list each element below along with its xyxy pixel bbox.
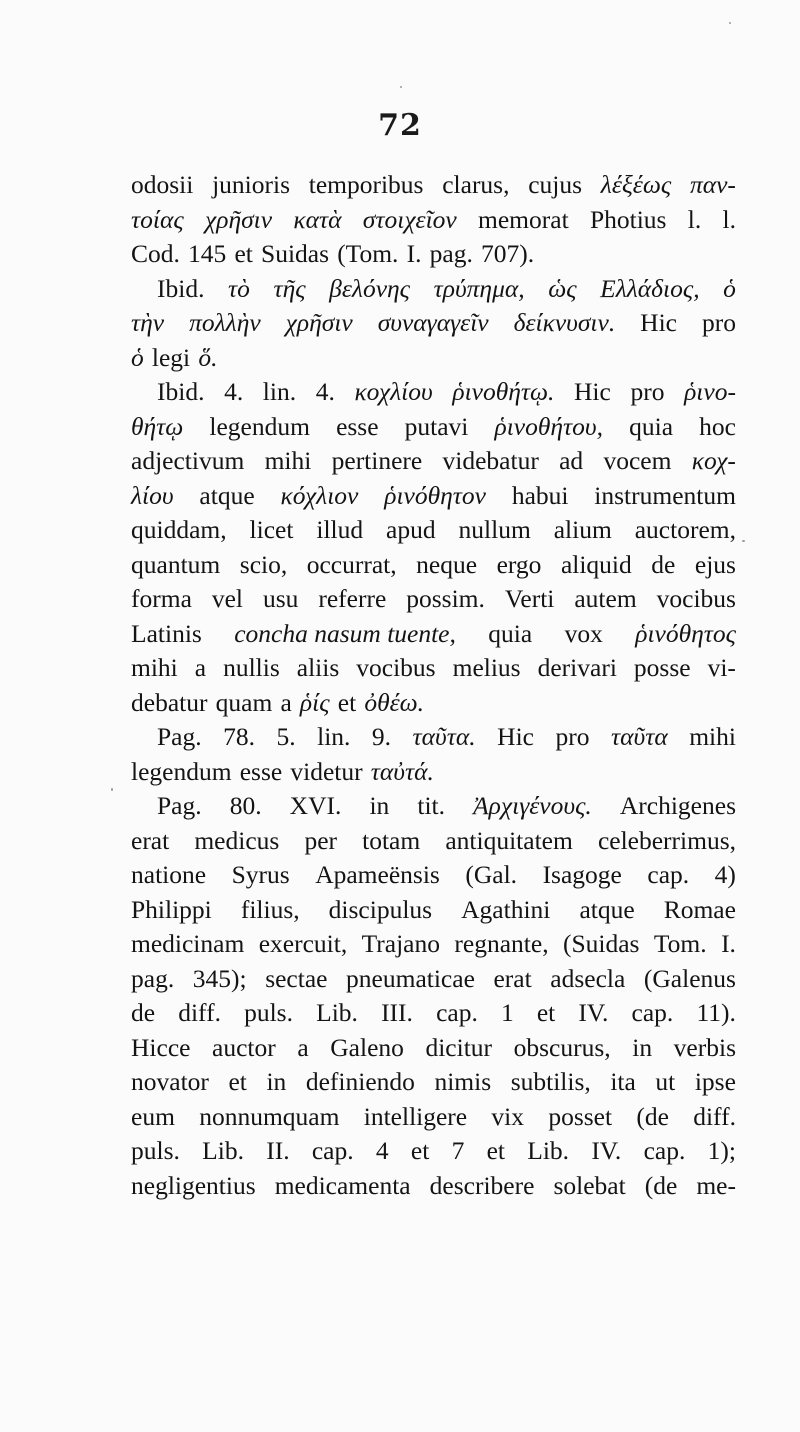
word: medicamenta bbox=[274, 1170, 411, 1200]
greek-word: ὁ bbox=[723, 273, 736, 303]
word: puls. bbox=[244, 998, 293, 1027]
word: (Galenus bbox=[643, 963, 736, 993]
word: Ibid. bbox=[157, 273, 205, 303]
text-line bbox=[131, 1031, 736, 1066]
word: Romae bbox=[663, 894, 736, 924]
word: posset bbox=[548, 1101, 613, 1131]
word: IV. bbox=[578, 998, 609, 1027]
text-line bbox=[131, 686, 736, 721]
word: videbatur bbox=[442, 446, 539, 475]
word: obscurus, bbox=[513, 1032, 611, 1062]
word: l. bbox=[722, 204, 736, 234]
word: debatur bbox=[131, 687, 208, 717]
word: a bbox=[194, 653, 207, 682]
scan-speck bbox=[111, 788, 113, 791]
word: cap. bbox=[647, 860, 690, 889]
word: medicinam bbox=[131, 929, 245, 958]
greek-word: ῥίς bbox=[299, 687, 330, 717]
word: me- bbox=[696, 1170, 736, 1200]
greek-word: λέξέως bbox=[600, 170, 672, 199]
word: ut bbox=[655, 1067, 676, 1096]
word: subtilis, bbox=[510, 1067, 591, 1096]
word: tit. bbox=[417, 791, 445, 820]
greek-word: ῥινοθήτου, bbox=[494, 411, 604, 441]
greek-word: τὴν bbox=[131, 308, 165, 337]
word: vix bbox=[491, 1101, 525, 1131]
word: solebat bbox=[553, 1170, 626, 1200]
word: pro bbox=[701, 308, 736, 337]
word: apud bbox=[386, 515, 436, 544]
word: referre bbox=[318, 584, 387, 613]
word: (Gal. bbox=[465, 860, 518, 889]
word: filius, bbox=[240, 894, 300, 924]
word: 4 bbox=[375, 1136, 389, 1165]
word: melius bbox=[452, 653, 521, 682]
greek-word: στοιχεῖον bbox=[362, 204, 457, 234]
text-line bbox=[131, 893, 736, 928]
word: Cod. bbox=[131, 239, 180, 268]
greek-word: ὡς bbox=[548, 273, 577, 303]
word: cap. bbox=[643, 1136, 686, 1165]
greek-word: ταὐτά. bbox=[370, 756, 434, 786]
word: ad bbox=[559, 446, 584, 475]
word: pag. bbox=[429, 239, 473, 268]
word: atque bbox=[199, 480, 255, 510]
word: medicus bbox=[194, 825, 280, 855]
word: erat bbox=[493, 963, 532, 993]
word: nimis bbox=[434, 1067, 492, 1096]
word: 4. bbox=[224, 377, 244, 406]
word: Lib. bbox=[202, 1136, 244, 1165]
word: per bbox=[304, 825, 338, 855]
word: 4) bbox=[714, 860, 736, 889]
word: Isagoge bbox=[542, 860, 622, 889]
word: 1 bbox=[500, 998, 514, 1027]
word: derivari bbox=[537, 653, 617, 682]
word: describere bbox=[429, 1170, 535, 1200]
text-line bbox=[131, 617, 736, 652]
word: legendum bbox=[209, 411, 310, 441]
text-line bbox=[131, 237, 736, 272]
word: (Suidas bbox=[562, 929, 640, 958]
text-line bbox=[131, 1169, 736, 1204]
word: temporibus bbox=[308, 170, 424, 199]
greek-word: ῥινοθήτῳ. bbox=[452, 377, 555, 406]
word: licet bbox=[249, 515, 294, 544]
greek-word: Ελλάδιος, bbox=[600, 273, 700, 303]
word: alium bbox=[553, 515, 612, 544]
word: Verti bbox=[504, 584, 555, 613]
greek-word: ῥινόθητος bbox=[635, 618, 736, 648]
scan-speck bbox=[400, 86, 402, 88]
word: instrumentum bbox=[594, 480, 736, 510]
word: atque bbox=[579, 894, 635, 924]
italic-phrase: concha nasum tuente, bbox=[234, 618, 456, 648]
word: nullis bbox=[223, 653, 280, 682]
word: legi bbox=[151, 342, 191, 372]
word: negligentius bbox=[131, 1170, 256, 1200]
word: illud bbox=[316, 515, 364, 544]
word: I. bbox=[721, 929, 736, 958]
word: Trajano bbox=[361, 929, 441, 958]
word: autem bbox=[574, 584, 637, 613]
word: novator bbox=[131, 1067, 209, 1096]
greek-word: δείκνυσιν. bbox=[513, 308, 616, 337]
greek-word: κοχλίου bbox=[354, 377, 433, 406]
word: pag. bbox=[131, 963, 175, 993]
word: Apameënsis bbox=[315, 860, 440, 889]
word: 1); bbox=[707, 1136, 736, 1165]
word: eum bbox=[131, 1101, 175, 1131]
word: vi- bbox=[707, 653, 736, 682]
word: esse bbox=[336, 411, 379, 441]
greek-word: πολλὴν bbox=[189, 308, 261, 337]
text-line bbox=[131, 306, 736, 341]
word: Pag. bbox=[157, 722, 202, 751]
word: 78. bbox=[223, 722, 255, 751]
greek-word: κόχλιον bbox=[280, 480, 359, 510]
greek-word: ὅ. bbox=[198, 342, 218, 372]
word: Suidas bbox=[261, 239, 330, 268]
word: discipulus bbox=[328, 894, 433, 924]
word: regnante, bbox=[454, 929, 549, 958]
word: Photius bbox=[589, 204, 667, 234]
word: 707). bbox=[480, 239, 535, 268]
text-line bbox=[131, 858, 736, 893]
word: puls. bbox=[131, 1136, 180, 1165]
word: mihi bbox=[264, 446, 312, 475]
word: Agathini bbox=[461, 894, 551, 924]
word: cap. bbox=[631, 998, 674, 1027]
word: Hicce bbox=[131, 1032, 191, 1062]
word: putavi bbox=[404, 411, 469, 441]
word: dicitur bbox=[425, 1032, 493, 1062]
word: pro bbox=[630, 377, 665, 406]
word: verbis bbox=[673, 1032, 736, 1062]
word: Syrus bbox=[231, 860, 290, 889]
page-number: 72 bbox=[378, 108, 422, 143]
word: vocibus bbox=[356, 653, 436, 682]
word: nullum bbox=[458, 515, 531, 544]
word: diff. bbox=[178, 998, 221, 1027]
text-line bbox=[131, 789, 736, 824]
word: IV. bbox=[591, 1136, 622, 1165]
greek-word: τρύπημα, bbox=[433, 273, 525, 303]
word: quia bbox=[488, 618, 533, 648]
word: Lib. bbox=[316, 998, 358, 1027]
word: ita bbox=[610, 1067, 636, 1096]
word: 5. bbox=[276, 722, 296, 751]
greek-word: χρῆσιν bbox=[204, 204, 273, 234]
word: nonnumquam bbox=[199, 1101, 340, 1131]
greek-word: ὁ bbox=[131, 342, 144, 372]
greek-word: κοχ- bbox=[691, 446, 736, 475]
word: scio, bbox=[239, 549, 288, 579]
text-line bbox=[131, 755, 736, 790]
text-line bbox=[131, 410, 736, 445]
word: Galeno bbox=[330, 1032, 404, 1062]
text-line bbox=[131, 444, 736, 479]
word: legendum bbox=[131, 756, 232, 786]
text-line bbox=[131, 168, 736, 203]
word: a bbox=[297, 1032, 309, 1062]
word: videtur bbox=[290, 756, 363, 786]
word: 4. bbox=[315, 377, 335, 406]
word: vel bbox=[211, 584, 243, 613]
greek-word: θήτῳ bbox=[131, 411, 184, 441]
word: usu bbox=[262, 584, 299, 613]
text-line bbox=[131, 582, 736, 617]
word: (Tom. bbox=[337, 239, 399, 268]
word: cujus bbox=[528, 170, 583, 199]
word: vocibus bbox=[656, 584, 736, 613]
text-line bbox=[131, 479, 736, 514]
word: quantum bbox=[131, 549, 221, 579]
word: ejus bbox=[694, 549, 736, 579]
word: 11). bbox=[696, 998, 736, 1027]
greek-word: Ἀρχιγένους. bbox=[473, 791, 592, 820]
word: ipse bbox=[694, 1067, 736, 1096]
word: Hic bbox=[497, 722, 534, 751]
word: adsecla bbox=[550, 963, 626, 993]
greek-word: λίου bbox=[131, 480, 174, 510]
word: posse bbox=[633, 653, 691, 682]
word: et bbox=[410, 1136, 430, 1165]
word: Ibid. bbox=[157, 377, 205, 406]
greek-word: βελόνης bbox=[329, 273, 411, 303]
greek-word: συναγαγεῖν bbox=[377, 308, 489, 337]
word: 145 bbox=[188, 239, 227, 268]
word: occurrat, bbox=[306, 549, 397, 579]
word: pro bbox=[555, 722, 590, 751]
word: totam bbox=[362, 825, 421, 855]
word: lin. bbox=[262, 377, 297, 406]
text-line bbox=[131, 513, 736, 548]
word: neque bbox=[416, 549, 478, 579]
word: in bbox=[266, 1067, 287, 1096]
greek-word: ὀθέω. bbox=[364, 687, 425, 717]
word: adjectivum bbox=[131, 446, 245, 475]
word: Lib. bbox=[527, 1136, 570, 1165]
word: 80. bbox=[229, 791, 262, 820]
word: Latinis bbox=[131, 618, 202, 648]
word: memorat bbox=[478, 204, 569, 234]
word: clarus, bbox=[442, 170, 510, 199]
word: lin. bbox=[317, 722, 351, 751]
word: quam bbox=[215, 687, 273, 717]
word: sectae bbox=[265, 963, 328, 993]
word: auctor bbox=[212, 1032, 276, 1062]
word: quia bbox=[629, 411, 674, 441]
word: antiquitatem bbox=[445, 825, 573, 855]
text-line bbox=[131, 272, 736, 307]
text-line bbox=[131, 927, 736, 962]
greek-word: ταῦτα bbox=[610, 722, 668, 751]
word: quiddam, bbox=[131, 515, 227, 544]
word: Hic bbox=[640, 308, 677, 337]
word: definiendo bbox=[305, 1067, 415, 1096]
text-line bbox=[131, 1065, 736, 1100]
word: III. bbox=[381, 998, 413, 1027]
word: I. bbox=[406, 239, 422, 268]
greek-word: χρῆσιν bbox=[285, 308, 353, 337]
text-line bbox=[131, 996, 736, 1031]
greek-word: τὸ bbox=[228, 273, 250, 303]
text-line bbox=[131, 375, 736, 410]
word: in bbox=[369, 791, 390, 820]
word: de bbox=[651, 549, 676, 579]
word: Pag. bbox=[157, 791, 202, 820]
text-line bbox=[131, 548, 736, 583]
word: junioris bbox=[212, 170, 290, 199]
word: celeberrimus, bbox=[597, 825, 736, 855]
word: intelligere bbox=[363, 1101, 468, 1131]
word: Philippi bbox=[131, 894, 212, 924]
word: possim. bbox=[406, 584, 485, 613]
word: aliquid bbox=[560, 549, 632, 579]
word: l. bbox=[687, 204, 702, 234]
word: XVI. bbox=[289, 791, 342, 820]
word: et bbox=[486, 1136, 505, 1165]
word: (de bbox=[644, 1170, 678, 1200]
greek-word: κατὰ bbox=[293, 204, 342, 234]
word: et bbox=[228, 1067, 247, 1096]
text-line bbox=[131, 1134, 736, 1169]
word: Tom. bbox=[653, 929, 707, 958]
greek-word: τῆς bbox=[273, 273, 306, 303]
word: et bbox=[337, 687, 357, 717]
word: et bbox=[234, 239, 253, 268]
body-text bbox=[131, 168, 736, 1203]
word: mihi bbox=[131, 653, 178, 682]
word: odosii bbox=[131, 170, 194, 199]
word: 345); bbox=[192, 963, 247, 993]
text-line bbox=[131, 824, 736, 859]
word: diff. bbox=[693, 1101, 736, 1131]
word: Archigenes bbox=[619, 791, 736, 820]
word: in bbox=[632, 1032, 653, 1062]
word: 9. bbox=[371, 722, 392, 751]
word: vox bbox=[564, 618, 603, 648]
word: natione bbox=[131, 860, 207, 889]
word: Hic bbox=[574, 377, 611, 406]
word: ergo bbox=[496, 549, 542, 579]
word: aliis bbox=[296, 653, 340, 682]
word: auctorem, bbox=[634, 515, 736, 544]
word: forma bbox=[131, 584, 192, 613]
scan-speck bbox=[729, 22, 731, 24]
word: pertinere bbox=[331, 446, 423, 475]
greek-word: παν- bbox=[689, 170, 736, 199]
word: 7 bbox=[451, 1136, 465, 1165]
word: habui bbox=[511, 480, 569, 510]
word: II. bbox=[266, 1136, 290, 1165]
text-line bbox=[131, 651, 736, 686]
text-line bbox=[131, 341, 736, 376]
text-line bbox=[131, 962, 736, 997]
text-line bbox=[131, 1100, 736, 1135]
word: cap. bbox=[436, 998, 478, 1027]
word: erat bbox=[131, 825, 170, 855]
greek-word: τοίας bbox=[131, 204, 184, 234]
word: et bbox=[536, 998, 556, 1027]
word: hoc bbox=[699, 411, 736, 441]
greek-word: ῥινο- bbox=[684, 377, 736, 406]
text-line bbox=[131, 203, 736, 238]
text-line bbox=[131, 720, 736, 755]
greek-word: ῥινόθητον bbox=[384, 480, 486, 510]
word: (de bbox=[636, 1101, 669, 1131]
greek-word: ταῦτα. bbox=[412, 722, 476, 751]
word: exercuit, bbox=[258, 929, 348, 958]
word: a bbox=[280, 687, 292, 717]
word: pneumaticae bbox=[346, 963, 475, 993]
word: de bbox=[131, 998, 156, 1027]
word: esse bbox=[239, 756, 283, 786]
word: cap. bbox=[311, 1136, 354, 1165]
word: mihi bbox=[689, 722, 736, 751]
scan-speck bbox=[742, 540, 745, 542]
word: vocem bbox=[603, 446, 672, 475]
